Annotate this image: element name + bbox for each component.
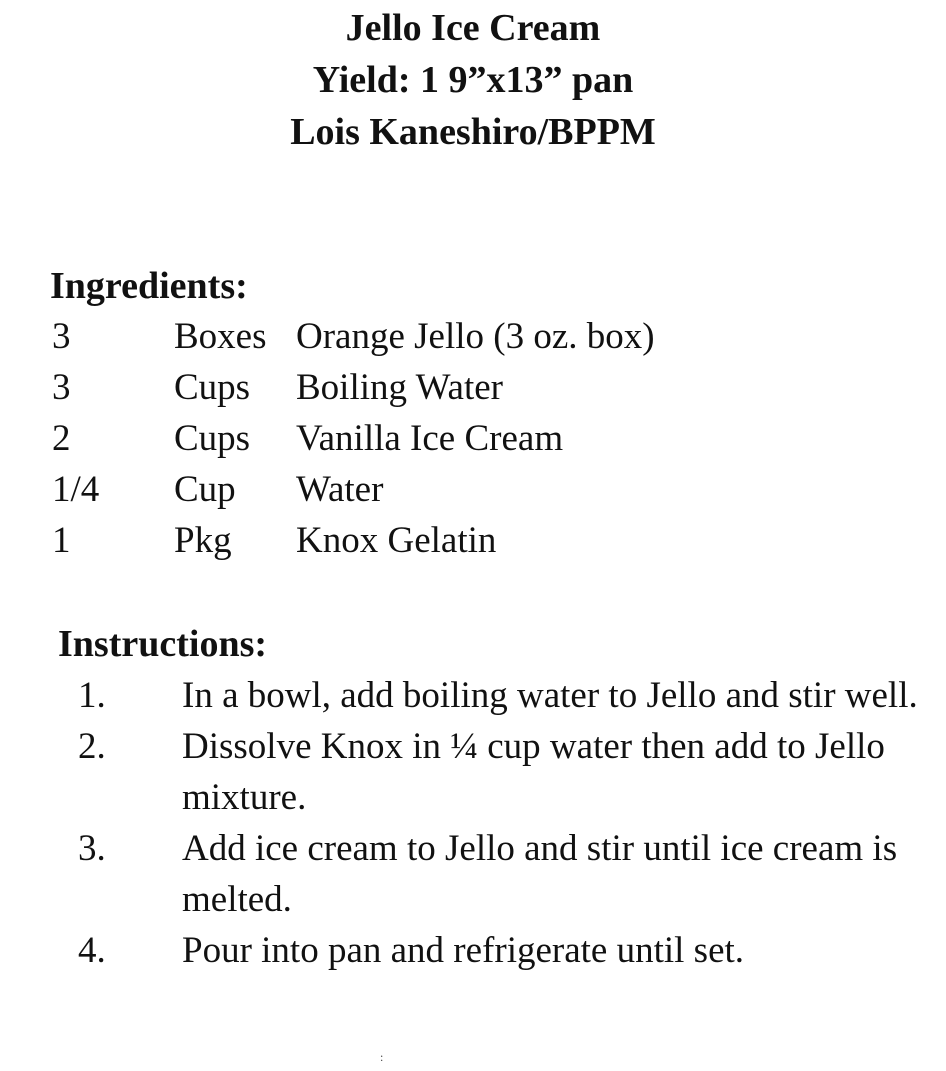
instruction-step [0,823,946,925]
ingredient-quantity: 3 [52,316,71,357]
ingredient-unit: Boxes [174,316,267,357]
step-number: 3. [78,828,106,869]
recipe-author: Lois Kaneshiro/BPPM [290,111,656,153]
instructions-list [0,670,946,976]
recipe-yield: Yield: 1 9”x13” pan [312,59,634,101]
ingredient-row [0,311,946,362]
step-text: Dissolve Knox in ¼ cup water then add to Jello mixture. [182,726,885,818]
instruction-step [0,925,946,976]
step-text: Pour into pan and refrigerate until set. [182,930,745,971]
step-number: 2. [78,726,106,767]
instruction-step [0,670,946,721]
ingredient-row [0,413,946,464]
step-number: 1. [78,675,106,716]
ingredient-row [0,362,946,413]
ingredient-unit: Pkg [174,520,232,561]
ingredient-row [0,515,946,566]
ingredient-quantity: 2 [52,418,71,459]
instructions-heading: Instructions: [58,623,268,665]
ingredient-name: Vanilla Ice Cream [296,418,564,459]
ingredients-heading: Ingredients: [50,265,248,307]
ingredient-name: Knox Gelatin [296,520,497,561]
scan-speck: : [380,1050,384,1064]
ingredient-name: Boiling Water [296,367,504,408]
step-text: Add ice cream to Jello and stir until ice cream is melted. [182,828,898,920]
ingredient-name: Orange Jello (3 oz. box) [296,316,655,357]
recipe-title: Jello Ice Cream [345,7,601,49]
instruction-step [0,721,946,823]
ingredient-quantity: 3 [52,367,71,408]
ingredient-row [0,464,946,515]
ingredient-quantity: 1 [52,520,71,561]
ingredient-unit: Cups [174,418,251,459]
ingredient-quantity: 1/4 [52,469,100,510]
ingredients-list [0,311,946,566]
recipe-header [0,2,946,158]
step-number: 4. [78,930,106,971]
ingredient-unit: Cups [174,367,251,408]
ingredient-name: Water [296,469,384,510]
ingredient-unit: Cup [174,469,236,510]
step-text: In a bowl, add boiling water to Jello and stir well. [182,675,918,716]
